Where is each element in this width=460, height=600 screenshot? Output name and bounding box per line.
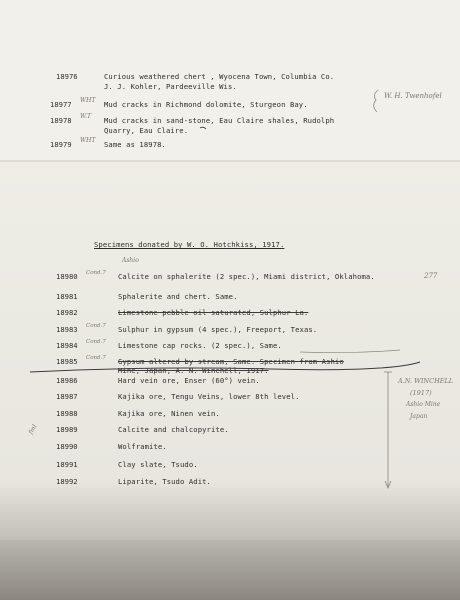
entry-text: Wolframite. (118, 442, 167, 451)
entry-number: 18980 (56, 272, 78, 281)
entry-text: Sulphur in gypsum (4 spec.), Freeport, Texas. (118, 325, 318, 334)
entry-number: 18976 (56, 72, 78, 81)
section-heading: Specimens donated by W. O. Hotchkiss, 1917. (94, 240, 285, 249)
entry-text: Limestone cap rocks. (2 spec.), Same. (118, 341, 282, 350)
divider-line (30, 362, 420, 372)
entry-number: 18985 (56, 357, 78, 366)
checkmark (200, 127, 206, 129)
entry-text-cont: J. J. Kohler, Pardeeville Wis. (104, 82, 237, 91)
entry-text: Same as 18978. (104, 140, 166, 149)
entry-text: Sphalerite and chert. Same. (118, 292, 238, 301)
entry-text: Mud cracks in Richmond dolomite, Sturgeon Bay. (104, 100, 308, 109)
entry-annotation: WHT (80, 137, 96, 144)
bracket-note-place: Ashio Mine (406, 401, 441, 408)
entry-annotation: Cond.7 (86, 355, 106, 361)
entry-text: Hard vein ore, Enser (60°) vein. (118, 376, 260, 385)
pencil-stroke (300, 350, 400, 353)
entry-text-cont: Quarry, Eau Claire. (104, 126, 189, 135)
entry-number: 18988 (56, 409, 78, 418)
entry-annotation: WHT (80, 97, 96, 104)
entry-number: 18992 (56, 477, 78, 486)
entry-annotation: Cond.7 (86, 270, 106, 276)
entry-annotation: W.T (80, 113, 92, 120)
entry-number: 18987 (56, 392, 78, 401)
entry-text-struck: Limestone pebble oil saturated, Sulphur La. (118, 308, 309, 317)
entry-number: 18977 (50, 100, 72, 109)
entry-text: Kajika ore, Ninen vein. (118, 409, 220, 418)
entry-number: 18989 (56, 425, 78, 434)
handwritten-note-ashio: Ashio (122, 257, 139, 264)
entry-number: 18986 (56, 376, 78, 385)
twenhofel-brace (374, 90, 378, 112)
entry-text: Calcite on sphalerite (2 spec.), Miami district, Oklahoma. (118, 272, 375, 281)
bracket-note-country: Japan (410, 413, 428, 420)
entry-number: 18979 (50, 140, 72, 149)
entry-number: 18983 (56, 325, 78, 334)
entry-number: 18978 (50, 116, 72, 125)
entry-text: Liparite, Tsudo Adit. (118, 477, 211, 486)
entry-text-struck: Gypsum altered by stream, Same. Specimen from Ashio (118, 357, 344, 366)
entry-number: 18982 (56, 308, 78, 317)
handwritten-note-number: 277 (424, 272, 438, 280)
entry-text: Calcite and chalcopyrite. (118, 425, 229, 434)
entry-text-cont-struck: Mine, Japan, A. N. Winchell, 1917. (118, 366, 269, 375)
entry-annotation: Cond.7 (86, 339, 106, 345)
bracket-note-year: (1917) (410, 389, 432, 397)
entry-number: 18991 (56, 460, 78, 469)
margin-note-twenhofel: W. H. Twenhofel (384, 92, 442, 100)
entry-number: 18990 (56, 442, 78, 451)
entry-text: Clay slate, Tsudo. (118, 460, 198, 469)
left-margin-note: fml (27, 423, 39, 436)
entry-annotation: Cond.7 (86, 323, 106, 329)
entry-text: Mud cracks in sand-stone, Eau Claire shales, Rudolph (104, 116, 335, 125)
entry-text: Kajika ore, Tengu Veins, lower 8th level. (118, 392, 300, 401)
entry-text: Curious weathered chert , Wyocena Town, Columbia Co. (104, 72, 335, 81)
entry-number: 18981 (56, 292, 78, 301)
bracket-note-name: A.N. WINCHELL (398, 377, 454, 385)
entry-number: 18984 (56, 341, 78, 350)
